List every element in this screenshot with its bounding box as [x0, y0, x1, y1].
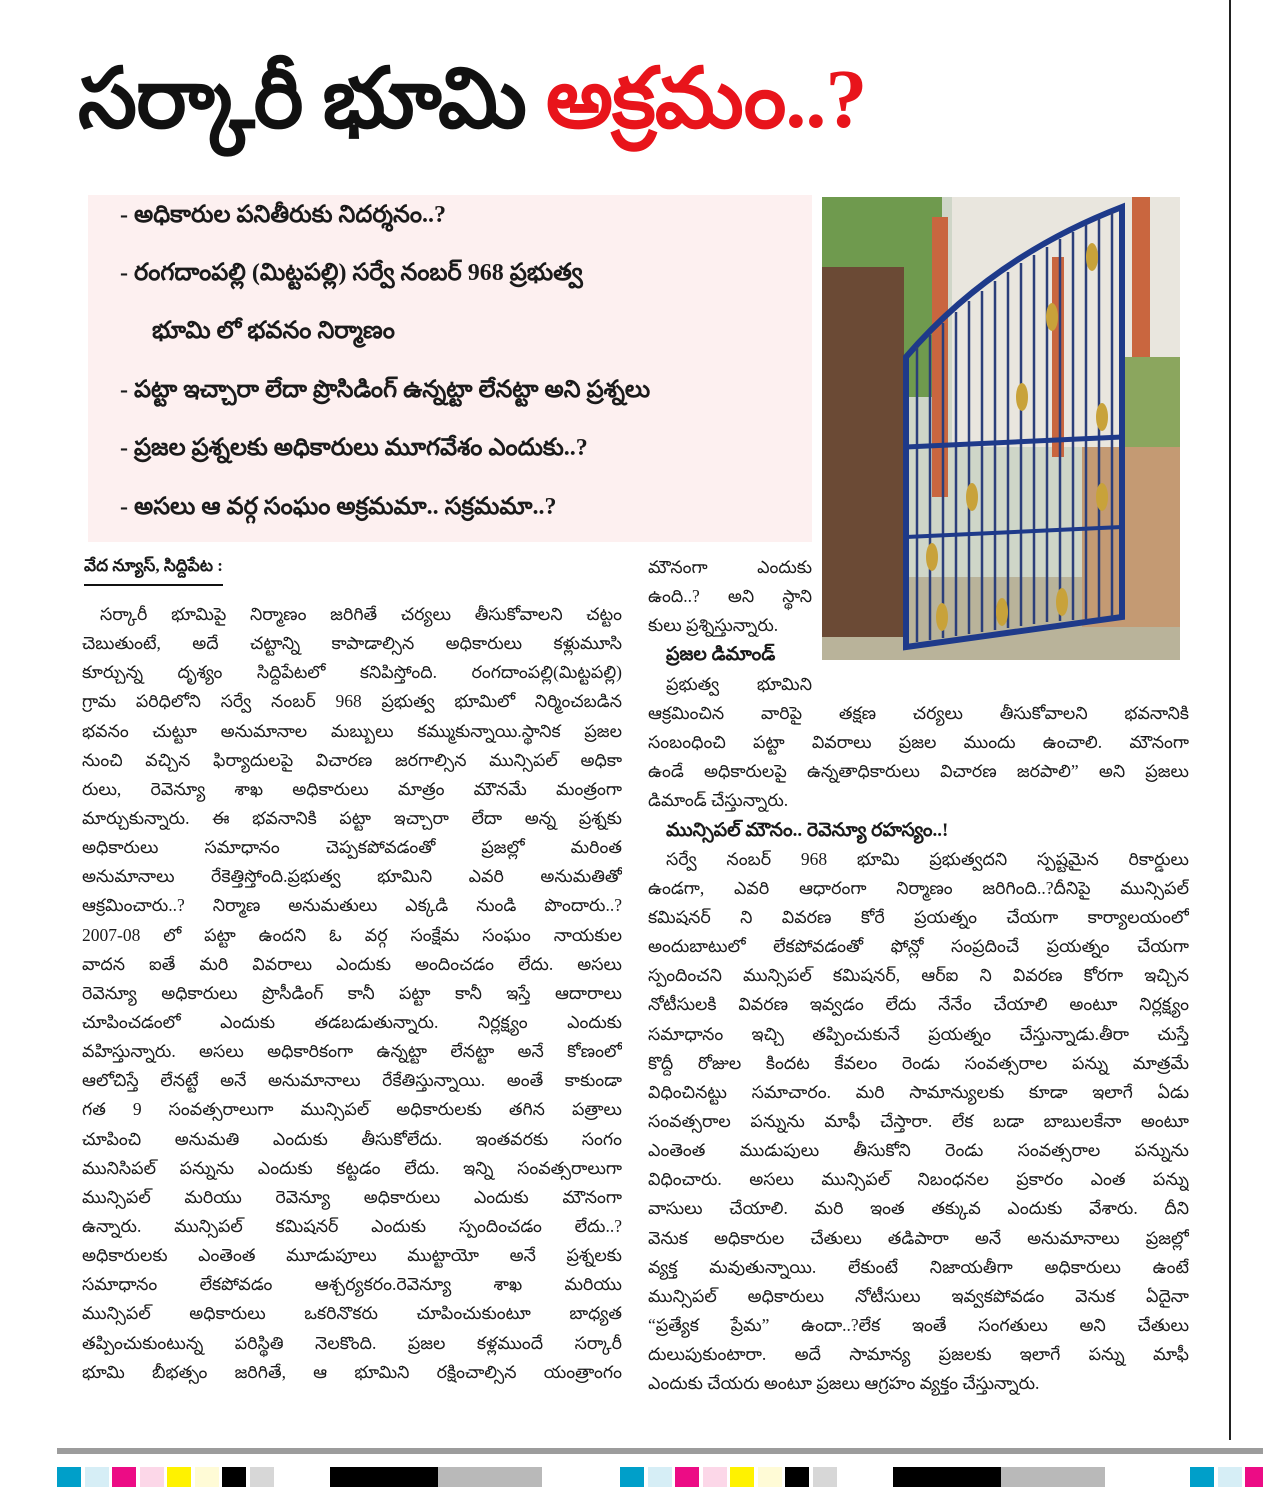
highlight-item: భూమి లో భవనం నిర్మాణం	[152, 318, 395, 344]
column-rule	[1229, 0, 1231, 1440]
article-line: రులు, రెవెన్యూ శాఖ అధికారులు మాత్రం మౌనమే మంత్రంగా	[82, 778, 622, 799]
color-swatch	[1190, 1467, 1214, 1487]
headline-part1: సర్కారీ భూమి	[78, 53, 526, 146]
article-line: ఎంతెంత ముడుపులు తీసుకోని రెండు సంవత్సరాల పన్నును	[648, 1140, 1189, 1161]
article-line: 2007-08 లో పట్టా ఉందని ఓ వర్గ సంక్షేమ సంఘం నాయకుల	[82, 924, 622, 945]
article-line: “ప్రత్యేక ప్రేమ” ఉందా..?లేక ఇంతే సంగతులు అని చేతులు	[648, 1314, 1189, 1335]
article-line: మున్సిపల్ అధికారులు ఒకరినొకరు చూపించుకుంటూ బాధ్యత	[82, 1303, 622, 1324]
article-line: మున్సిపల్ అధికారులు నోటీసులు ఇవ్వకపోవడం వెనుక ఏదైనా	[648, 1285, 1189, 1306]
article-line: రెవెన్యూ అధికారులు ప్రొసీడింగ్ కానీ పట్టా కానీ ఇస్తే ఆదారాలు	[82, 982, 622, 1003]
article-line: కూర్చున్న దృశ్యం సిద్దిపేటలో కనిపిస్తోంది. రంగదాంపల్లి(మిట్టపల్లి)	[82, 662, 622, 683]
color-swatch	[785, 1467, 809, 1487]
article-line: గ్రామ పరిధిలోని సర్వే నంబర్ 968 ప్రభుత్వ భూమిలో నిర్మించబడిన	[82, 691, 622, 712]
article-line: చూపించి అనుమతి ఎందుకు తీసుకోలేదు. ఇంతవరకు సంగం	[82, 1128, 622, 1149]
highlight-item: - అసలు ఆ వర్గ సంఘం అక్రమమా.. సక్రమమా..?	[120, 494, 557, 520]
article-line: వహిస్తున్నారు. అసలు అధికారికంగా ఉన్నట్టా లేనట్టా అనే కోణంలో	[82, 1041, 622, 1062]
article-line: సమాధానం లేకపోవడం ఆశ్చర్యకరం.రెవెన్యూ శాఖ మరియు	[82, 1274, 622, 1295]
article-line: విధించారు. అసలు మున్సిపల్ నిబంధనల ప్రకారం ఎంత పన్ను	[648, 1169, 1189, 1190]
article-line: మార్చుకున్నారు. ఈ భవనానికి పట్టా ఇచ్చారా లేదా అన్న ప్రశ్నకు	[82, 807, 622, 828]
article-line: అందుబాటులో లేకపోవడంతో ఫోన్లో సంప్రదించే ప్రయత్నం చేయగా	[648, 936, 1189, 957]
article-line: నుంచి వచ్చిన ఫిర్యాదులపై విచారణ జరగాల్సిన మున్సిపల్ అధికా	[82, 749, 622, 770]
article-line: వ్యక్త మవుతున్నాయి. లేకుంటే నిజాయతీగా అధికారులు ఉంటే	[648, 1256, 1189, 1277]
article-line: స్పందించని మున్సిపల్ కమిషనర్, ఆర్ఐ ని వివరణ కోరగా ఇచ్చిన	[648, 965, 1189, 986]
article-line: సంవత్సరాల పన్నును మాఫీ చేస్తారా. లేక బడా బాబులకేనా అంటూ	[648, 1110, 1189, 1131]
subheading: ప్రజల డిమాండ్	[666, 644, 776, 666]
color-swatch	[1001, 1467, 1105, 1487]
color-swatch	[85, 1467, 109, 1487]
color-swatch	[167, 1467, 191, 1487]
color-swatch	[813, 1467, 837, 1487]
byline: వేద న్యూస్, సిద్దిపేట :	[84, 556, 223, 586]
article-line: కమిషనర్ ని వివరణ కోరే ప్రయత్నం చేయగా కార్యాలయంలో	[648, 906, 1189, 927]
article-line: ఉండగా, ఎవరి ఆధారంగా నిర్మాణం జరిగింది..?దీనిపై మున్సిపల్	[648, 877, 1189, 898]
color-swatch	[730, 1467, 754, 1487]
color-swatch	[675, 1467, 699, 1487]
color-swatch	[648, 1467, 672, 1487]
headline	[78, 40, 1198, 160]
color-swatch	[1218, 1467, 1242, 1487]
color-swatch	[250, 1467, 274, 1487]
print-bar	[57, 1448, 1263, 1454]
article-line: ఉండే అధికారులపై ఉన్నతాధికారులు విచారణ జరపాలి” అని ప్రజలు	[648, 761, 1189, 782]
article-line: చెబుతుంటే, అదే చట్టాన్ని కాపాడాల్సిన అధికారులు కళ్లుమూసి	[82, 633, 622, 654]
color-swatch	[57, 1467, 81, 1487]
color-swatch	[222, 1467, 246, 1487]
article-line: ఉన్నారు. మున్సిపల్ కమిషనర్ ఎందుకు స్పందించడం లేదు..?	[82, 1215, 622, 1236]
article-line: సర్వే నంబర్ 968 భూమి ప్రభుత్వదని స్పష్టమైన రికార్డులు	[666, 848, 1189, 869]
highlight-item: - పట్టా ఇచ్చారా లేదా ప్రొసిడింగ్ ఉన్నట్టా లేనట్టా అని ప్రశ్నలు	[120, 377, 651, 403]
article-line: ఎందుకు చేయరు అంటూ ప్రజలు ఆగ్రహం వ్యక్తం చేస్తున్నారు.	[648, 1373, 1040, 1394]
article-photo-gate	[822, 197, 1180, 660]
article-line: వెనుక అధికారుల చేతులు తడిపారా అనే అనుమానాలు ప్రజల్లో	[648, 1227, 1189, 1248]
article-line: వాసులు చేయాలి. మరి ఇంత తక్కువ ఎందుకు వేశారు. దీని	[648, 1198, 1189, 1219]
article-line: కులు ప్రశ్నిస్తున్నారు.	[648, 615, 779, 636]
color-swatch	[112, 1467, 136, 1487]
color-swatch	[620, 1467, 644, 1487]
article-line: నోటీసులకి వివరణ ఇవ్వడం లేదు నేనేం చేయాలి అంటూ నిర్లక్ష్యం	[648, 994, 1189, 1015]
color-swatch	[330, 1467, 438, 1487]
article-line: ఆక్రమించిన వారిపై తక్షణ చర్యలు తీసుకోవాలని భవనానికి	[648, 703, 1189, 723]
subheading: మున్సిపల్ మౌనం.. రెవెన్యూ రహస్యం..!	[666, 819, 949, 841]
article-line: తప్పించుకుంటున్న పరిస్థితి నెలకొంది. ప్రజల కళ్లముందే సర్కారీ	[82, 1332, 622, 1353]
article-line: అనుమానాలు రేకెత్తిస్తోంది.ప్రభుత్వ భూమిని ఎవరి అనుమతితో	[82, 866, 622, 887]
article-line: ఉంది..? అని స్థాని	[648, 586, 812, 607]
article-line: ప్రభుత్వ భూమిని	[666, 673, 812, 694]
article-line: దులుపుకుంటారా. అదే సామాన్య ప్రజలకు ఇలాగే పన్ను మాఫీ	[648, 1344, 1189, 1365]
color-swatch	[140, 1467, 164, 1487]
article-line: మునిసిపల్ పన్నును ఎందుకు కట్టడం లేదు. ఇన్ని సంవత్సరాలుగా	[82, 1157, 622, 1178]
color-swatch	[195, 1467, 219, 1487]
article-line: సర్కారీ భూమిపై నిర్మాణం జరిగితే చర్యలు తీసుకోవాలని చట్టం	[100, 604, 622, 624]
article-line: విధించినట్టు సమాచారం. మరి సామాన్యులకు కూడా ఇలాగే ఏడు	[648, 1081, 1189, 1102]
article-line: చూపించడంలో ఎందుకు తడబడుతున్నారు. నిర్లక్ష్యం ఎందుకు	[82, 1011, 622, 1032]
color-swatch	[893, 1467, 1001, 1487]
article-line: సమాధానం ఇచ్చి తప్పించుకునే ప్రయత్నం చేస్తున్నాడు.తీరా చుస్తే	[648, 1023, 1189, 1044]
gate-photo-illustration	[822, 197, 1180, 660]
article-line: భూమి బీభత్సం జరిగితే, ఆ భూమిని రక్షించాల్సిన యంత్రాంగం	[82, 1361, 622, 1382]
article-line: మున్సిపల్ మరియు రెవెన్యూ అధికారులు ఎందుకు మౌనంగా	[82, 1186, 622, 1207]
article-line: అధికారులు సమాధానం చెప్పకపోవడంతో ప్రజల్లో మరింత	[82, 837, 622, 858]
color-swatch	[438, 1467, 542, 1487]
article-column-right-narrow	[648, 553, 812, 699]
headline-part2: అక్రమం..?	[545, 53, 867, 146]
article-line: సంబంధించి పట్టా వివరాలు ప్రజల ముందు ఉంచాలి. మౌనంగా	[648, 732, 1189, 753]
article-line: ఆక్రమించారు..? నిర్మాణ అనుమతులు ఎక్కడి నుండి పొందారు..?	[82, 895, 622, 916]
article-line: గత 9 సంవత్సరాలుగా మున్సిపల్ అధికారులకు తగిన పత్రాలు	[82, 1099, 622, 1120]
article-line: అధికారులకు ఎంతెంత మూడుపూలు ముట్టాయో అనే ప్రశ్నలకు	[82, 1245, 622, 1266]
article-line: వాదన ఐతే మరి వివరాలు ఎందుకు అందించడం లేదు. అసలు	[82, 953, 622, 974]
article-column-right	[648, 699, 1189, 1398]
article-line: కొద్దీ రోజుల కిందట కేవలం రెండు సంవత్సరాల పన్ను మాత్రమే	[648, 1052, 1189, 1073]
highlight-item: - ప్రజల ప్రశ్నలకు అధికారులు మూగవేశం ఎందుకు..?	[120, 435, 588, 461]
highlights-box	[88, 195, 812, 542]
color-swatch	[1245, 1467, 1263, 1487]
article-line: ఆలోచిస్తే లేనట్టే అనే అనుమానాలు రేకేతిస్తున్నాయి. అంతే కాకుండా	[82, 1070, 622, 1091]
highlight-item: - రంగదాంపల్లి (మిట్టపల్లి) సర్వే నంబర్ 968 ప్రభుత్వ	[120, 260, 583, 286]
article-column-left	[82, 600, 622, 1387]
article-line: భవనం చుట్టూ అనుమానాల మబ్బులు కమ్ముకున్నాయి.స్థానిక ప్రజల	[82, 720, 622, 741]
color-swatch	[703, 1467, 727, 1487]
color-swatch	[758, 1467, 782, 1487]
highlight-item: - అధికారుల పనితీరుకు నిదర్శనం..?	[120, 202, 446, 228]
article-line: మౌనంగా ఎందుకు	[648, 557, 812, 577]
article-line: డిమాండ్ చేస్తున్నారు.	[648, 790, 789, 811]
